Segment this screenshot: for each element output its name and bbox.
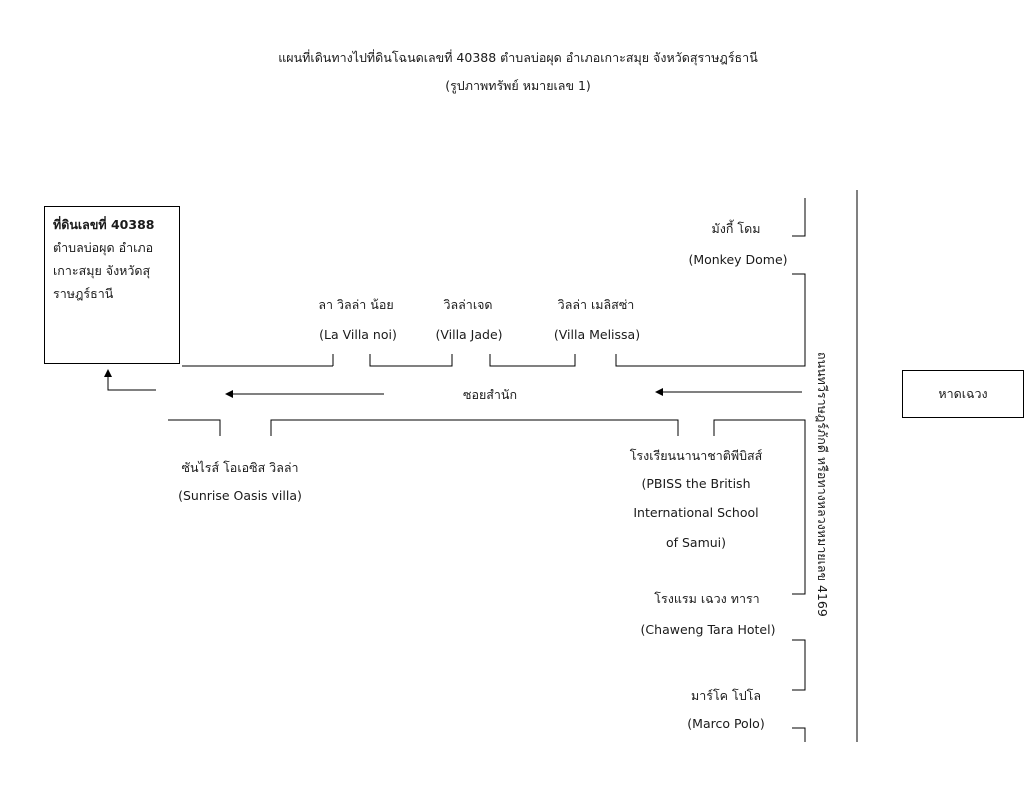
monkey-dome-boundary [792, 198, 805, 236]
soi-lower-edge-left [168, 420, 220, 436]
plot-line-1: ตำบลบ่อผุด อำเภอ [53, 240, 154, 255]
chaweng-tara-th: โรงแรม เฉวง ทารา [654, 591, 760, 606]
beach-box [902, 370, 1024, 418]
pbiss-th: โรงเรียนนานาชาติพีบิสส์ [629, 448, 763, 463]
marco-polo-en: (Marco Polo) [687, 716, 765, 731]
beach-label: หาดเฉวง [938, 386, 988, 401]
pbiss-en-1: (PBISS the British [641, 476, 751, 491]
villa-jade-en: (Villa Jade) [435, 327, 503, 342]
main-road-label: ถนนทวีราษฎร์ภักดี หรือทางหลวงหมายเลข 4169 [815, 352, 830, 617]
marco-polo-th: มาร์โค โปโล [690, 688, 762, 703]
pbiss-en-3: of Samui) [665, 535, 727, 550]
monkey-dome-th: มังกี้ โดม [711, 221, 761, 236]
map-title-line1: แผนที่เดินทางไปที่ดินโฉนดเลขที่ 40388 ตำบลบ่อผุด อำเภอเกาะสมุย จังหวัดสุราษฎร์ธานี [278, 50, 758, 65]
marco-polo-boundary [792, 728, 805, 742]
pbiss-en-2: International School [633, 505, 759, 520]
plot-title: ที่ดินเลขที่ 40388 [53, 217, 155, 232]
villa-jade-boundary [490, 354, 575, 366]
villa-jade-th: วิลล่าเจด [443, 297, 493, 312]
villa-melissa-boundary [616, 274, 805, 366]
monkey-dome-en: (Monkey Dome) [688, 252, 788, 267]
soi-label: ซอยสำนัก [462, 387, 518, 402]
plot-line-3: ราษฎร์ธานี [53, 286, 114, 301]
sunrise-oasis-th: ซันไรส์ โอเอซิส วิลล่า [181, 460, 299, 475]
la-villa-noi-en: (La Villa noi) [319, 327, 397, 342]
plot-box [44, 206, 180, 364]
villa-melissa-th: วิลล่า เมลิสซ่า [557, 297, 635, 312]
la-villa-noi-th: ลา วิลล่า น้อย [318, 297, 394, 312]
chaweng-tara-en: (Chaweng Tara Hotel) [640, 622, 776, 637]
sunrise-oasis-boundary [271, 420, 678, 436]
chaweng-tara-boundary [792, 640, 805, 690]
la-villa-noi-boundary [370, 354, 452, 366]
plot-line-2: เกาะสมุย จังหวัดสุ [53, 263, 151, 278]
map-title-line2: (รูปภาพทรัพย์ หมายเลข 1) [445, 78, 591, 93]
villa-melissa-en: (Villa Melissa) [553, 327, 641, 342]
sunrise-oasis-en: (Sunrise Oasis villa) [178, 488, 302, 503]
direction-arrow-to-plot [108, 370, 156, 390]
